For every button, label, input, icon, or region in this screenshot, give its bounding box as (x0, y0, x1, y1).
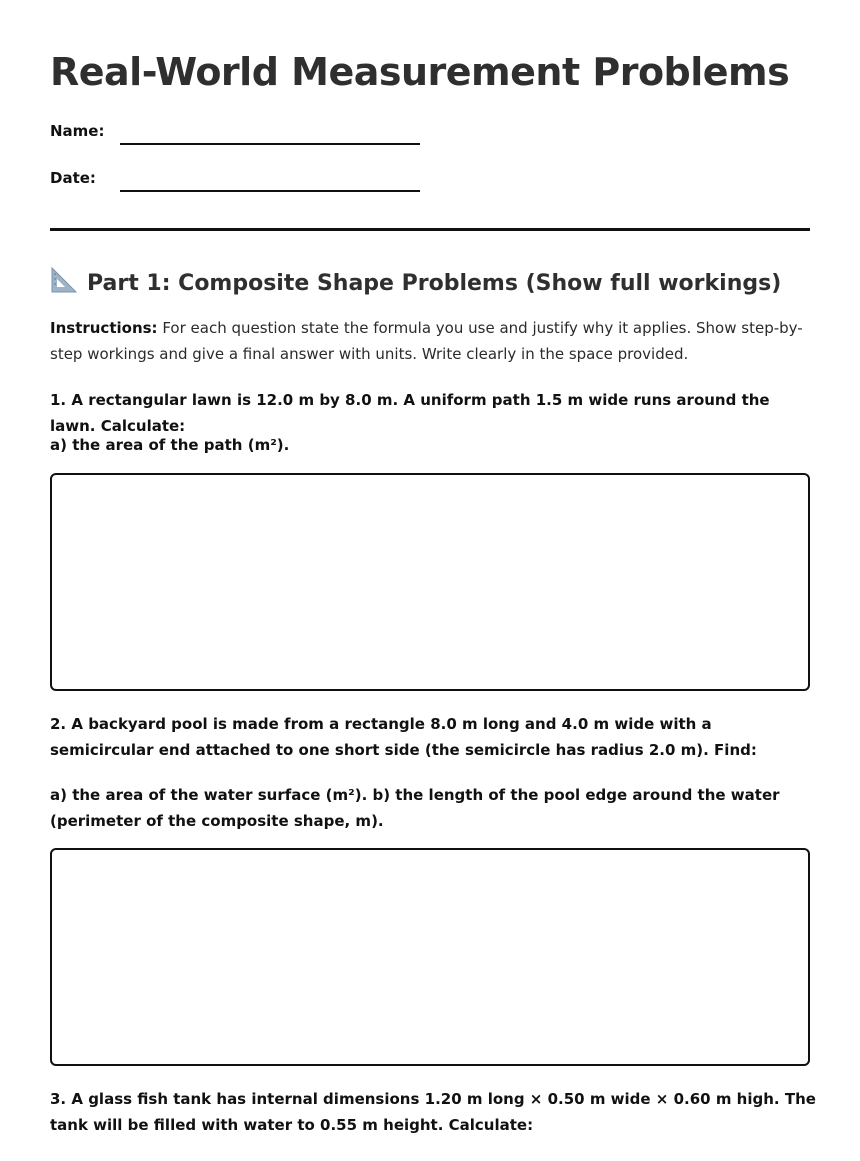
question-2: 2. A backyard pool is made from a rectangle 8.0 m long and 4.0 m wide with a semicircular end attached to one short side (the semicircle has radius 2.0 m). Find: (50, 715, 757, 759)
header-divider (50, 228, 810, 231)
instructions-label: Instructions: (50, 319, 158, 337)
part1-heading (50, 266, 781, 300)
question-2-parts: a) the area of the water surface (m²). b) the length of the pool edge around the water (perimeter of the composite shape, m). (50, 786, 780, 830)
part1-heading-text: Part 1: Composite Shape Problems (Show full workings) (87, 270, 782, 296)
worksheet-title: Real-World Measurement Problems (50, 50, 790, 94)
set-square-icon (50, 266, 87, 300)
answer-box-2[interactable] (50, 848, 810, 1066)
answer-box-1[interactable] (50, 473, 810, 691)
instructions (50, 315, 820, 367)
question-3: 3. A glass fish tank has internal dimensions 1.20 m long × 0.50 m wide × 0.60 m high. The tank will be filled with water to 0.55 m height. Calculate: (50, 1090, 816, 1134)
name-field[interactable] (120, 143, 420, 145)
instructions-text: For each question state the formula you use and justify why it applies. Show step-by-step workings and give a final answer with units. Write clearly in the space provided. (50, 319, 803, 363)
date-field[interactable] (120, 190, 420, 192)
question-1-parts: a) the area of the path (m²). (50, 436, 290, 454)
date-label: Date: (50, 169, 96, 187)
question-1: 1. A rectangular lawn is 12.0 m by 8.0 m. A uniform path 1.5 m wide runs around the lawn. Calculate: (50, 391, 770, 435)
name-label: Name: (50, 122, 105, 140)
